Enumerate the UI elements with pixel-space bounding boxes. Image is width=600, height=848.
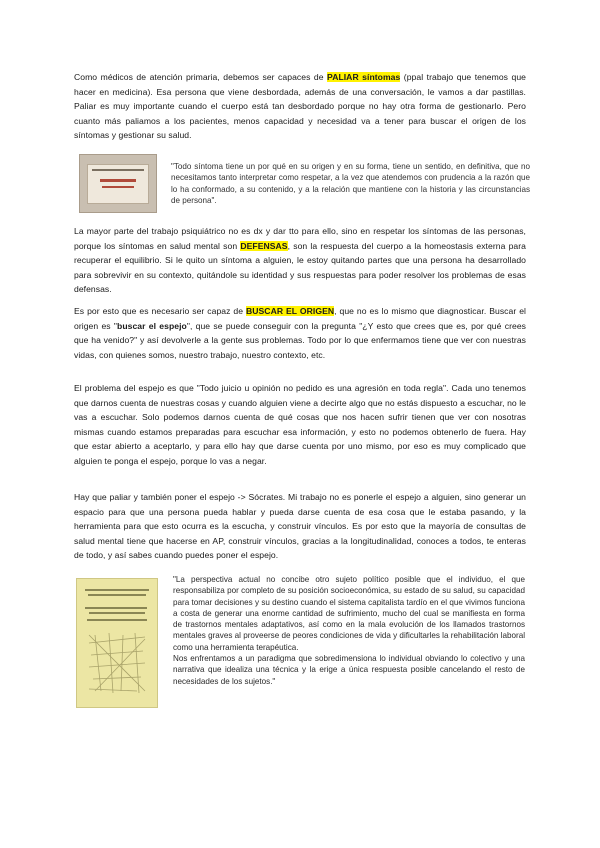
text: ", que se puede conseguir con la pregunta "¿Y esto que crees que es, por qué crees que ha venido?" y así devolverle a la gente sus problemas. Todo por lo que enfermamos tiene que ver con nuestras vidas, con quienes somos, nuestro trabajo, nuestro contexto, etc. bbox=[74, 320, 527, 360]
book-cover-image bbox=[79, 154, 157, 213]
quote-part-2: Nos enfrentamos a un paradigma que sobredimensiona lo individual obviando lo colectivo y una narrativa que idealiza una técnica y la erige a única respuesta posible cancelando el resto de necesidades de los sujetos." bbox=[173, 654, 525, 686]
text: Como médicos de atención primaria, debemos ser capaces de bbox=[74, 72, 328, 82]
bold-espejo: buscar el espejo bbox=[117, 320, 187, 331]
text: Es por esto que es necesario ser capaz de bbox=[74, 306, 247, 316]
paragraph-socrates: Hay que paliar y también poner el espejo -> Sócrates. Mi trabajo no es ponerle el espejo a alguien, sino generar un espacio para que una persona pueda hablar y pueda darse cuenta de esa cosa que le estaba pasando, y la herramienta para que esto ocurra es la escucha, y construir vínculos. Es por esto que la mayoría de consultas de salud mental tiene que hacerse en AP, construir vínculos, gracias a la longitudinalidad, conoces a todos, te enteras de todo, y así sabes cuando puedes poner el espejo. bbox=[74, 492, 526, 561]
paragraph-espejo: El problema del espejo es que "Todo juicio u opinión no pedido es una agresión en toda regla". Cada uno tenemos que darnos cuenta de nuestras cosas y cuando alguien viene a decirte algo que no estás dispuesto a escuchar, no le vas a escuchar. Solo podemos darnos cuenta de qué cosas que nos hacen sufrir tienen que ver con nosotras mismas cuando estamos preparadas para escuchar esa información, y esto no podemos obtenerlo de fuera. Hay que estar abierto a aceptarlo, y para ello hay que darse cuenta por uno mismo, por eso es muy complicado que alguien te ponga el espejo, porque lo vas a negar. bbox=[74, 383, 526, 466]
paragraph-paliar bbox=[74, 70, 526, 143]
map-illustration bbox=[87, 633, 147, 693]
highlight-buscar-origen: BUSCAR EL ORIGEN bbox=[246, 306, 335, 316]
paragraph-origen bbox=[74, 304, 526, 362]
text: , son la respuesta del cuerpo a la homeostasis externa para recuperar el equilibrio. Si le quito un síntoma a alguien, le estoy quitando partes que una persona ha desarrollado para sobrevivir en su contexto, quitándole su identidad y sus respuestas para poder resolver los problemas de esas defensas. bbox=[74, 240, 526, 295]
book-cover-image-2 bbox=[76, 578, 158, 708]
quote-perspectiva bbox=[173, 574, 525, 687]
quote-sintoma: "Todo síntoma tiene un por qué en su origen y en su forma, tiene un sentido, en definitiva, que no necesitamos tanto interpretar como respetar, a la vez que atendemos con prudencia a la razón que lo ha conformado, a su contenido, y a la relación que mantiene con la historia y las circunstancias de persona". bbox=[171, 162, 530, 206]
highlight-paliar: PALIAR síntomas bbox=[327, 72, 401, 82]
text: La mayor parte del trabajo psiquiátrico no es dx y dar tto para ello, sino en respetar los síntomas de las personas, porque los síntomas en salud mental son bbox=[74, 226, 526, 251]
quote-part-1: "La perspectiva actual no concibe otro sujeto político posible que el individuo, el que responsabiliza por completo de su posición socioeconómica, su estado de su salud, su capacidad para tomar decisiones y su destino cuando el sistema capitalista tardío en el que vivimos funciona a costa de generar una enorme cantidad de sufrimiento, mucho del cual se manifiesta en forma de trastornos mentales adaptativos, así como en la mala evolución de los llamados trastornos mentales graves al proveerse de peores condiciones de vida y dificultarles la rehabilitación laboral como una herramienta terapéutica. bbox=[173, 575, 525, 652]
text: (ppal trabajo que tenemos que hacer en medicina). Esa persona que viene desbordada, además de una conversación, le vamos a dar pastillas. Paliar es muy importante cuando el cuerpo está tan desbordado porque no hay otra forma de gestionarlo. Pero cuanto más paliamos a los pacientes, menos capacidad y necesidad va a tener para buscar el origen de los síntomas y gestionar su salud. bbox=[74, 72, 526, 141]
highlight-defensas: DEFENSAS bbox=[240, 240, 288, 251]
text: , que no es lo mismo que diagnosticar. Buscar el origen es " bbox=[74, 306, 526, 331]
paragraph-defensas bbox=[74, 224, 526, 297]
